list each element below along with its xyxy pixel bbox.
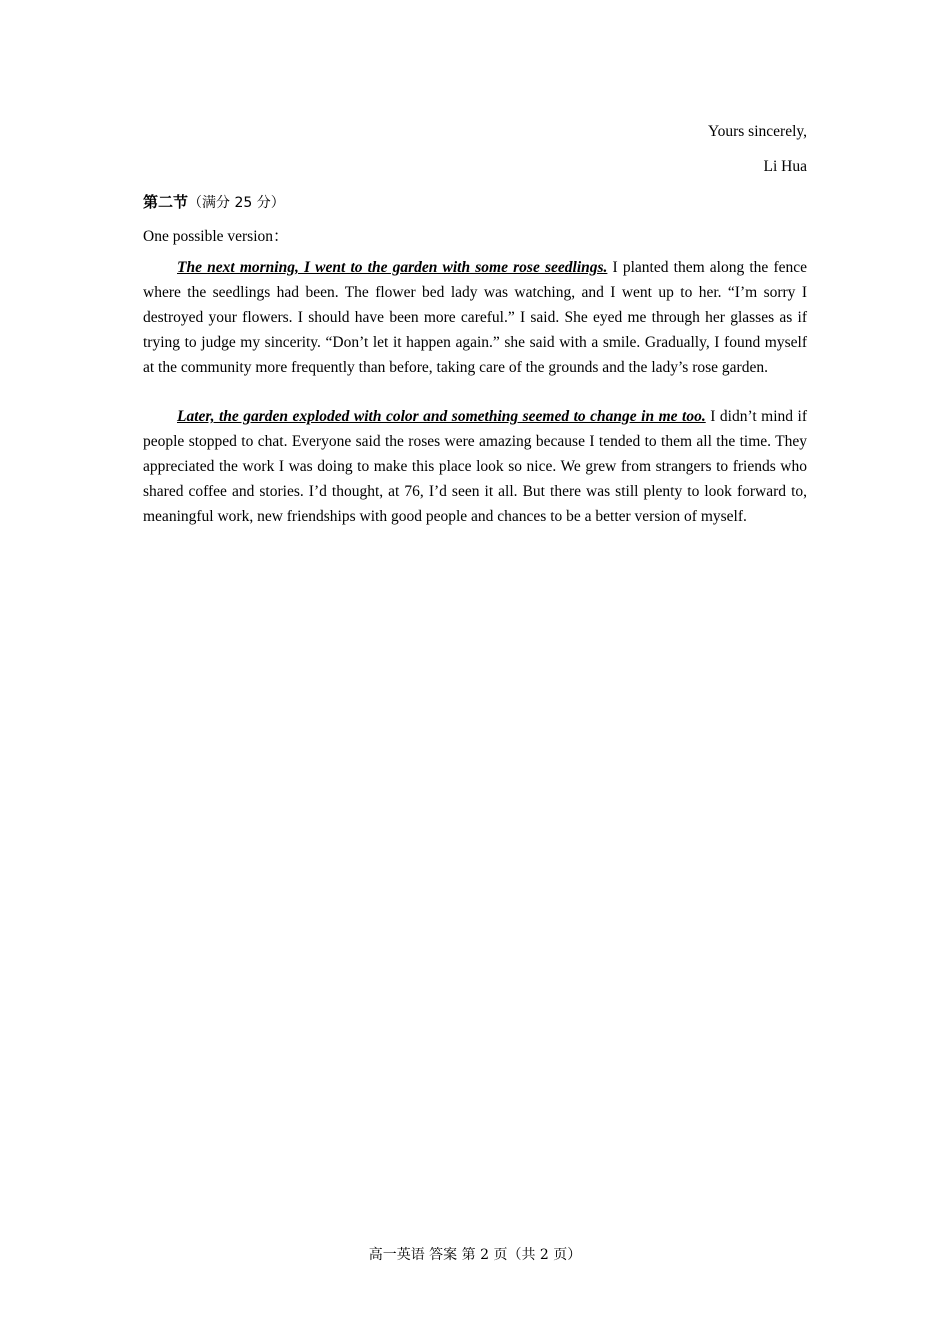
intro-line: One possible version：: [143, 228, 289, 245]
paragraph-1-body: I planted them along the fence where the seedlings had been. The flower bed lady was watching, and I went up to her. “I’m sorry I destroyed your flowers. I should have been more careful.” I said. She eyed me through her glasses as if trying to judge my sincerity. “Don’t let it happen again.” she said with a smile. Gradually, I found myself at the community more frequently than before, taking care of the grounds and the lady’s rose garden.: [143, 259, 807, 376]
document-page: [143, 0, 807, 1344]
paragraph-2-lead-sentence: Later, the garden exploded with color and something seemed to change in me too.: [177, 408, 706, 425]
paragraph-2: [143, 404, 807, 529]
paragraph-2-body: I didn’t mind if people stopped to chat. Everyone said the roses were amazing because I tended to them all the time. They appreciated the work I was doing to make this place look so nice. We grew from strangers to friends who shared coffee and stories. I’d thought, at 76, I’d seen it all. But there was still plenty to look forward to, meaningful work, new friendships with good people and chances to be a better version of myself.: [143, 408, 807, 525]
section-score-note: （满分 25 分）: [188, 195, 285, 211]
paragraph-1-lead-sentence: The next morning, I went to the garden with some rose seedlings.: [177, 259, 608, 276]
paragraph-1: [143, 255, 807, 380]
section-title: 第二节: [143, 193, 189, 211]
closing-name: Li Hua: [763, 158, 807, 175]
closing-salutation: Yours sincerely,: [707, 123, 807, 140]
section-heading: [143, 192, 285, 213]
page-footer: 高一英语 答案 第 2 页（共 2 页）: [368, 1247, 582, 1263]
